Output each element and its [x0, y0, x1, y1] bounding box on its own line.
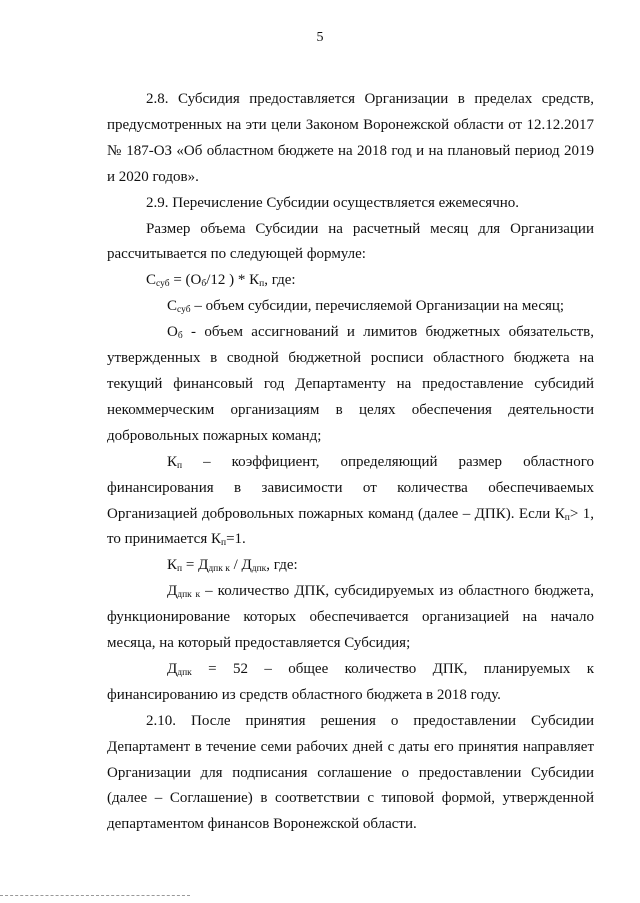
- symbol: О: [167, 324, 178, 341]
- formula-subscript: дпк к: [208, 564, 230, 575]
- definition-ob: [107, 320, 594, 450]
- formula-text: / Д: [229, 557, 252, 574]
- formula-subscript: п: [177, 564, 183, 575]
- formula-text: = (О: [169, 272, 202, 289]
- formula-text: /12 ) * К: [206, 272, 260, 289]
- subscript: дпк к: [177, 590, 201, 601]
- formula-text: , где:: [266, 557, 298, 574]
- page-number: 5: [316, 30, 324, 45]
- formula-symbol: К: [167, 557, 178, 574]
- definition-text: = 52 – общее количество ДПК, планируемых к финансированию из средств областного бюджета в 2018 году.: [107, 660, 594, 703]
- paragraph-2-9: 2.9. Перечисление Субсидии осуществляется ежемесячно.: [146, 194, 520, 211]
- definition-text: > 1, то принимается К: [107, 505, 594, 548]
- definition-text: – количество ДПК, субсидируемых из областного бюджета, функционирование которых обеспечивается организацией на начало месяца, на который предоставляется Субсидия;: [107, 583, 594, 652]
- formula-kp: [107, 553, 594, 579]
- symbol: С: [167, 298, 178, 315]
- formula-subscript: дпк: [251, 564, 267, 575]
- subscript: п: [564, 512, 570, 523]
- definition-text: – объем субсидии, перечисляемой Организации на месяц;: [190, 298, 565, 315]
- definition-text: =1.: [226, 531, 246, 548]
- formula-symbol: С: [146, 272, 157, 289]
- document-body: [107, 87, 594, 838]
- symbol: К: [167, 453, 178, 470]
- symbol: Д: [167, 583, 178, 600]
- definition-dpk-k: [107, 579, 594, 657]
- formula-subsidy: [107, 268, 594, 294]
- definition-text: – коэффициент, определяющий размер областного финансирования в зависимости от количества обеспечиваемых Организацией добровольных пожарных команд (далее – ДПК). Если К: [107, 453, 594, 522]
- definition-kp: [107, 450, 594, 554]
- symbol: Д: [167, 660, 178, 677]
- subscript: суб: [177, 305, 191, 316]
- definition-dpk: [107, 657, 594, 709]
- subscript: п: [177, 460, 183, 471]
- formula-subscript: б: [201, 279, 207, 290]
- formula-text: = Д: [182, 557, 209, 574]
- formula-subscript: п: [259, 279, 265, 290]
- subscript: дпк: [177, 667, 192, 678]
- paragraph-size: Размер объема Субсидии на расчетный месяц для Организации рассчитывается по следующей формуле:: [107, 220, 594, 263]
- subscript: б: [177, 331, 183, 342]
- paragraph-2-10: 2.10. После принятия решения о предоставлении Субсидии Департамент в течение семи рабочих дней с даты его принятия направляет Организации для подписания соглашение о предоставлении Субсидии (далее – Соглашение) в соответствии с типовой формой, утвержденной департаментом финансов Воронежской области.: [107, 712, 594, 833]
- footer-rule: [0, 895, 190, 896]
- subscript: п: [220, 538, 227, 549]
- definition-csub: [107, 294, 594, 320]
- formula-subscript: суб: [156, 279, 170, 290]
- paragraph-2-8: 2.8. Субсидия предоставляется Организации в пределах средств, предусмотренных на эти цели Законом Воронежской области от 12.12.2017 № 187-ОЗ «Об областном бюджете на 2018 год и на плановый период 2019 и 2020 годов».: [107, 91, 594, 185]
- definition-text: - объем ассигнований и лимитов бюджетных обязательств, утвержденных в сводной бюджетной росписи областного бюджета на текущий финансовый год Департаменту на предоставление субсидий некоммерческим организациям в целях обеспечения деятельности добровольных пожарных команд;: [107, 324, 594, 444]
- formula-text: , где:: [264, 272, 296, 289]
